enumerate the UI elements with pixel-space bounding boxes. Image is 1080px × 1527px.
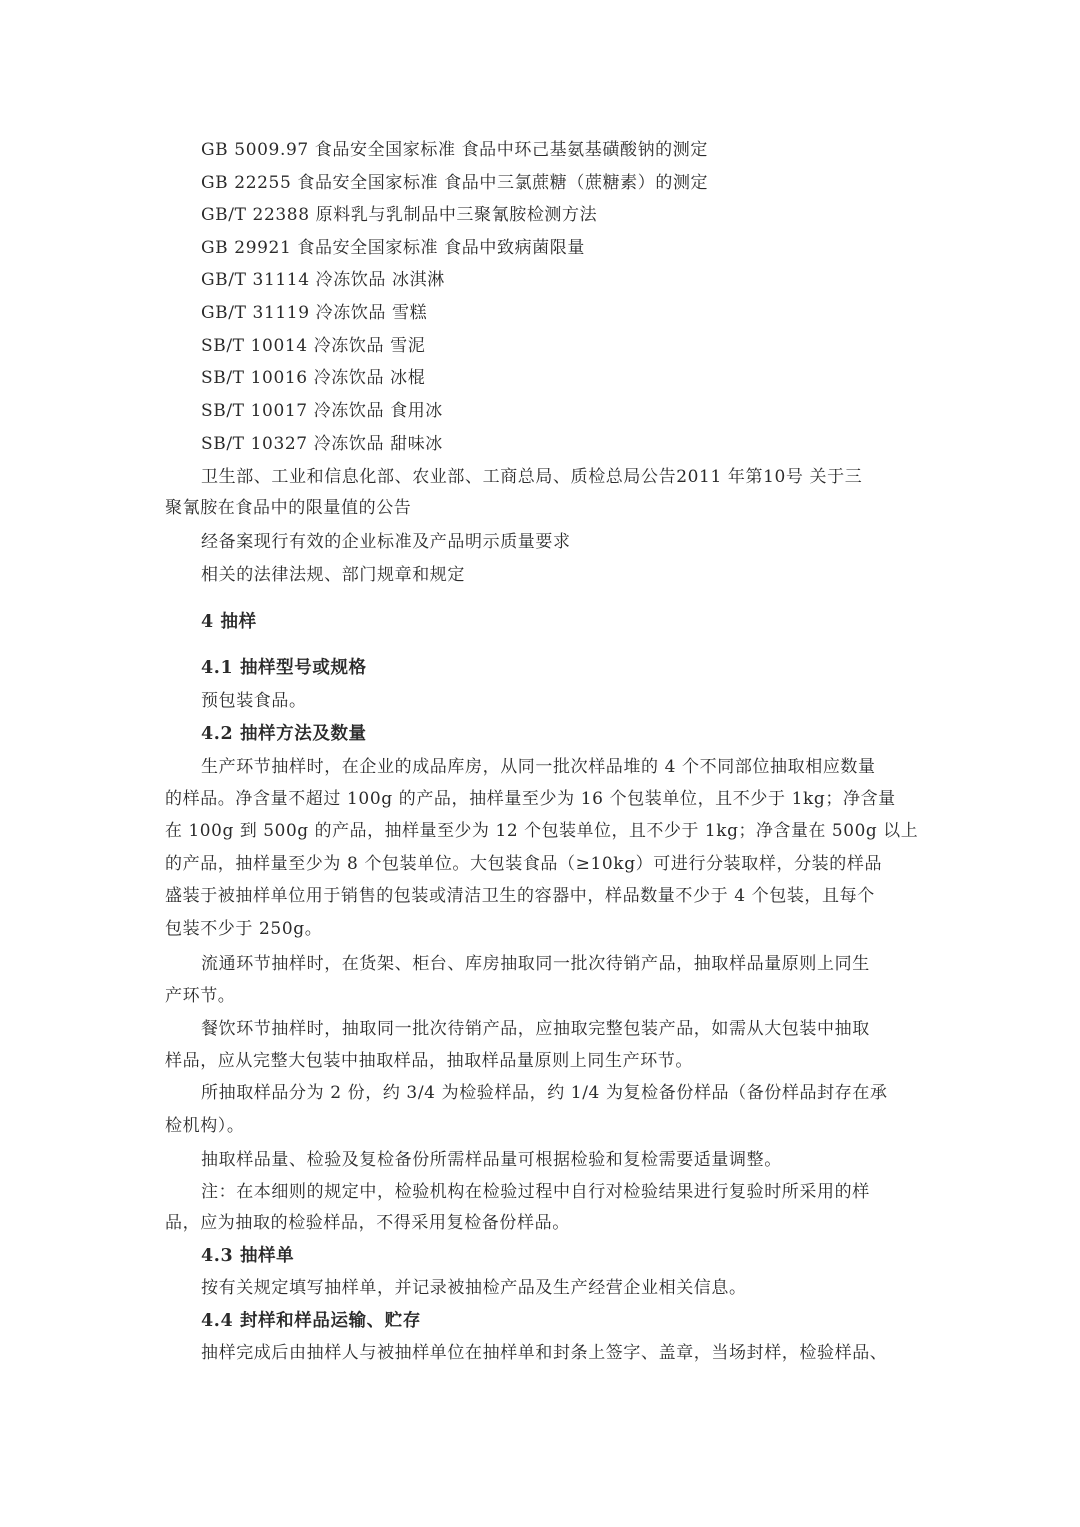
reference-line: GB 22255 食品安全国家标准 食品中三氯蔗糖（蔗糖素）的测定 — [201, 173, 709, 193]
reference-line: SB/T 10014 冷冻饮品 雪泥 — [201, 336, 426, 356]
reference-line: GB/T 31114 冷冻饮品 冰淇淋 — [201, 270, 445, 290]
paragraph-line: 的产品，抽样量至少为 8 个包装单位。大包装食品（≥10kg）可进行分装取样，分装的样品 — [165, 854, 883, 874]
section-4-4-heading: 4.4 封样和样品运输、贮存 — [201, 1311, 421, 1331]
reference-line: GB 5009.97 食品安全国家标准 食品中环己基氨基磺酸钠的测定 — [201, 140, 708, 160]
announcement-line: 卫生部、工业和信息化部、农业部、工商总局、质检总局公告2011 年第10号 关于三 — [201, 467, 863, 487]
section-4-1-text: 预包装食品。 — [201, 691, 307, 711]
paragraph-line: 包装不少于 250g。 — [165, 919, 323, 939]
laws-line: 相关的法律法规、部门规章和规定 — [201, 565, 465, 585]
paragraph-line: 所抽取样品分为 2 份，约 3/4 为检验样品，约 1/4 为复检备份样品（备份样品封存在承 — [201, 1083, 888, 1103]
section-4-3-heading: 4.3 抽样单 — [201, 1246, 295, 1266]
section-4-heading: 4 抽样 — [201, 612, 257, 632]
reference-line: GB/T 22388 原料乳与乳制品中三聚氰胺检测方法 — [201, 205, 598, 225]
note-line: 品，应为抽取的检验样品，不得采用复检备份样品。 — [165, 1213, 570, 1233]
paragraph-line: 的样品。净含量不超过 100g 的产品，抽样量至少为 16 个包装单位，且不少于 1kg；净含量 — [165, 789, 896, 809]
paragraph-line: 生产环节抽样时，在企业的成品库房，从同一批次样品堆的 4 个不同部位抽取相应数量 — [201, 757, 876, 777]
announcement-line: 聚氰胺在食品中的限量值的公告 — [165, 498, 412, 518]
paragraph-line: 抽取样品量、检验及复检备份所需样品量可根据检验和复检需要适量调整。 — [201, 1150, 782, 1170]
section-4-4-text: 抽样完成后由抽样人与被抽样单位在抽样单和封条上签字、盖章，当场封样，检验样品、 — [201, 1343, 888, 1363]
paragraph-line: 检机构）。 — [165, 1116, 245, 1136]
section-4-2-heading: 4.2 抽样方法及数量 — [201, 724, 367, 744]
reference-line: GB/T 31119 冷冻饮品 雪糕 — [201, 303, 428, 323]
paragraph-line: 在 100g 到 500g 的产品，抽样量至少为 12 个包装单位，且不少于 1kg；净含量在 500g 以上 — [165, 821, 919, 841]
reference-line: SB/T 10017 冷冻饮品 食用冰 — [201, 401, 443, 421]
paragraph-line: 样品，应从完整大包装中抽取样品，抽取样品量原则上同生产环节。 — [165, 1051, 693, 1071]
paragraph-line: 盛装于被抽样单位用于销售的包装或清洁卫生的容器中，样品数量不少于 4 个包装，且每个 — [165, 886, 875, 906]
reference-line: SB/T 10016 冷冻饮品 冰棍 — [201, 368, 426, 388]
enterprise-standard-line: 经备案现行有效的企业标准及产品明示质量要求 — [201, 532, 571, 552]
section-4-1-heading: 4.1 抽样型号或规格 — [201, 658, 367, 678]
note-line: 注：在本细则的规定中，检验机构在检验过程中自行对检验结果进行复验时所采用的样 — [201, 1182, 870, 1202]
paragraph-line: 流通环节抽样时，在货架、柜台、库房抽取同一批次待销产品，抽取样品量原则上同生 — [201, 954, 870, 974]
reference-line: GB 29921 食品安全国家标准 食品中致病菌限量 — [201, 238, 585, 258]
section-4-3-text: 按有关规定填写抽样单，并记录被抽检产品及生产经营企业相关信息。 — [201, 1278, 747, 1298]
reference-line: SB/T 10327 冷冻饮品 甜味冰 — [201, 434, 443, 454]
paragraph-line: 餐饮环节抽样时，抽取同一批次待销产品，应抽取完整包装产品，如需从大包装中抽取 — [201, 1019, 870, 1039]
paragraph-line: 产环节。 — [165, 986, 236, 1006]
